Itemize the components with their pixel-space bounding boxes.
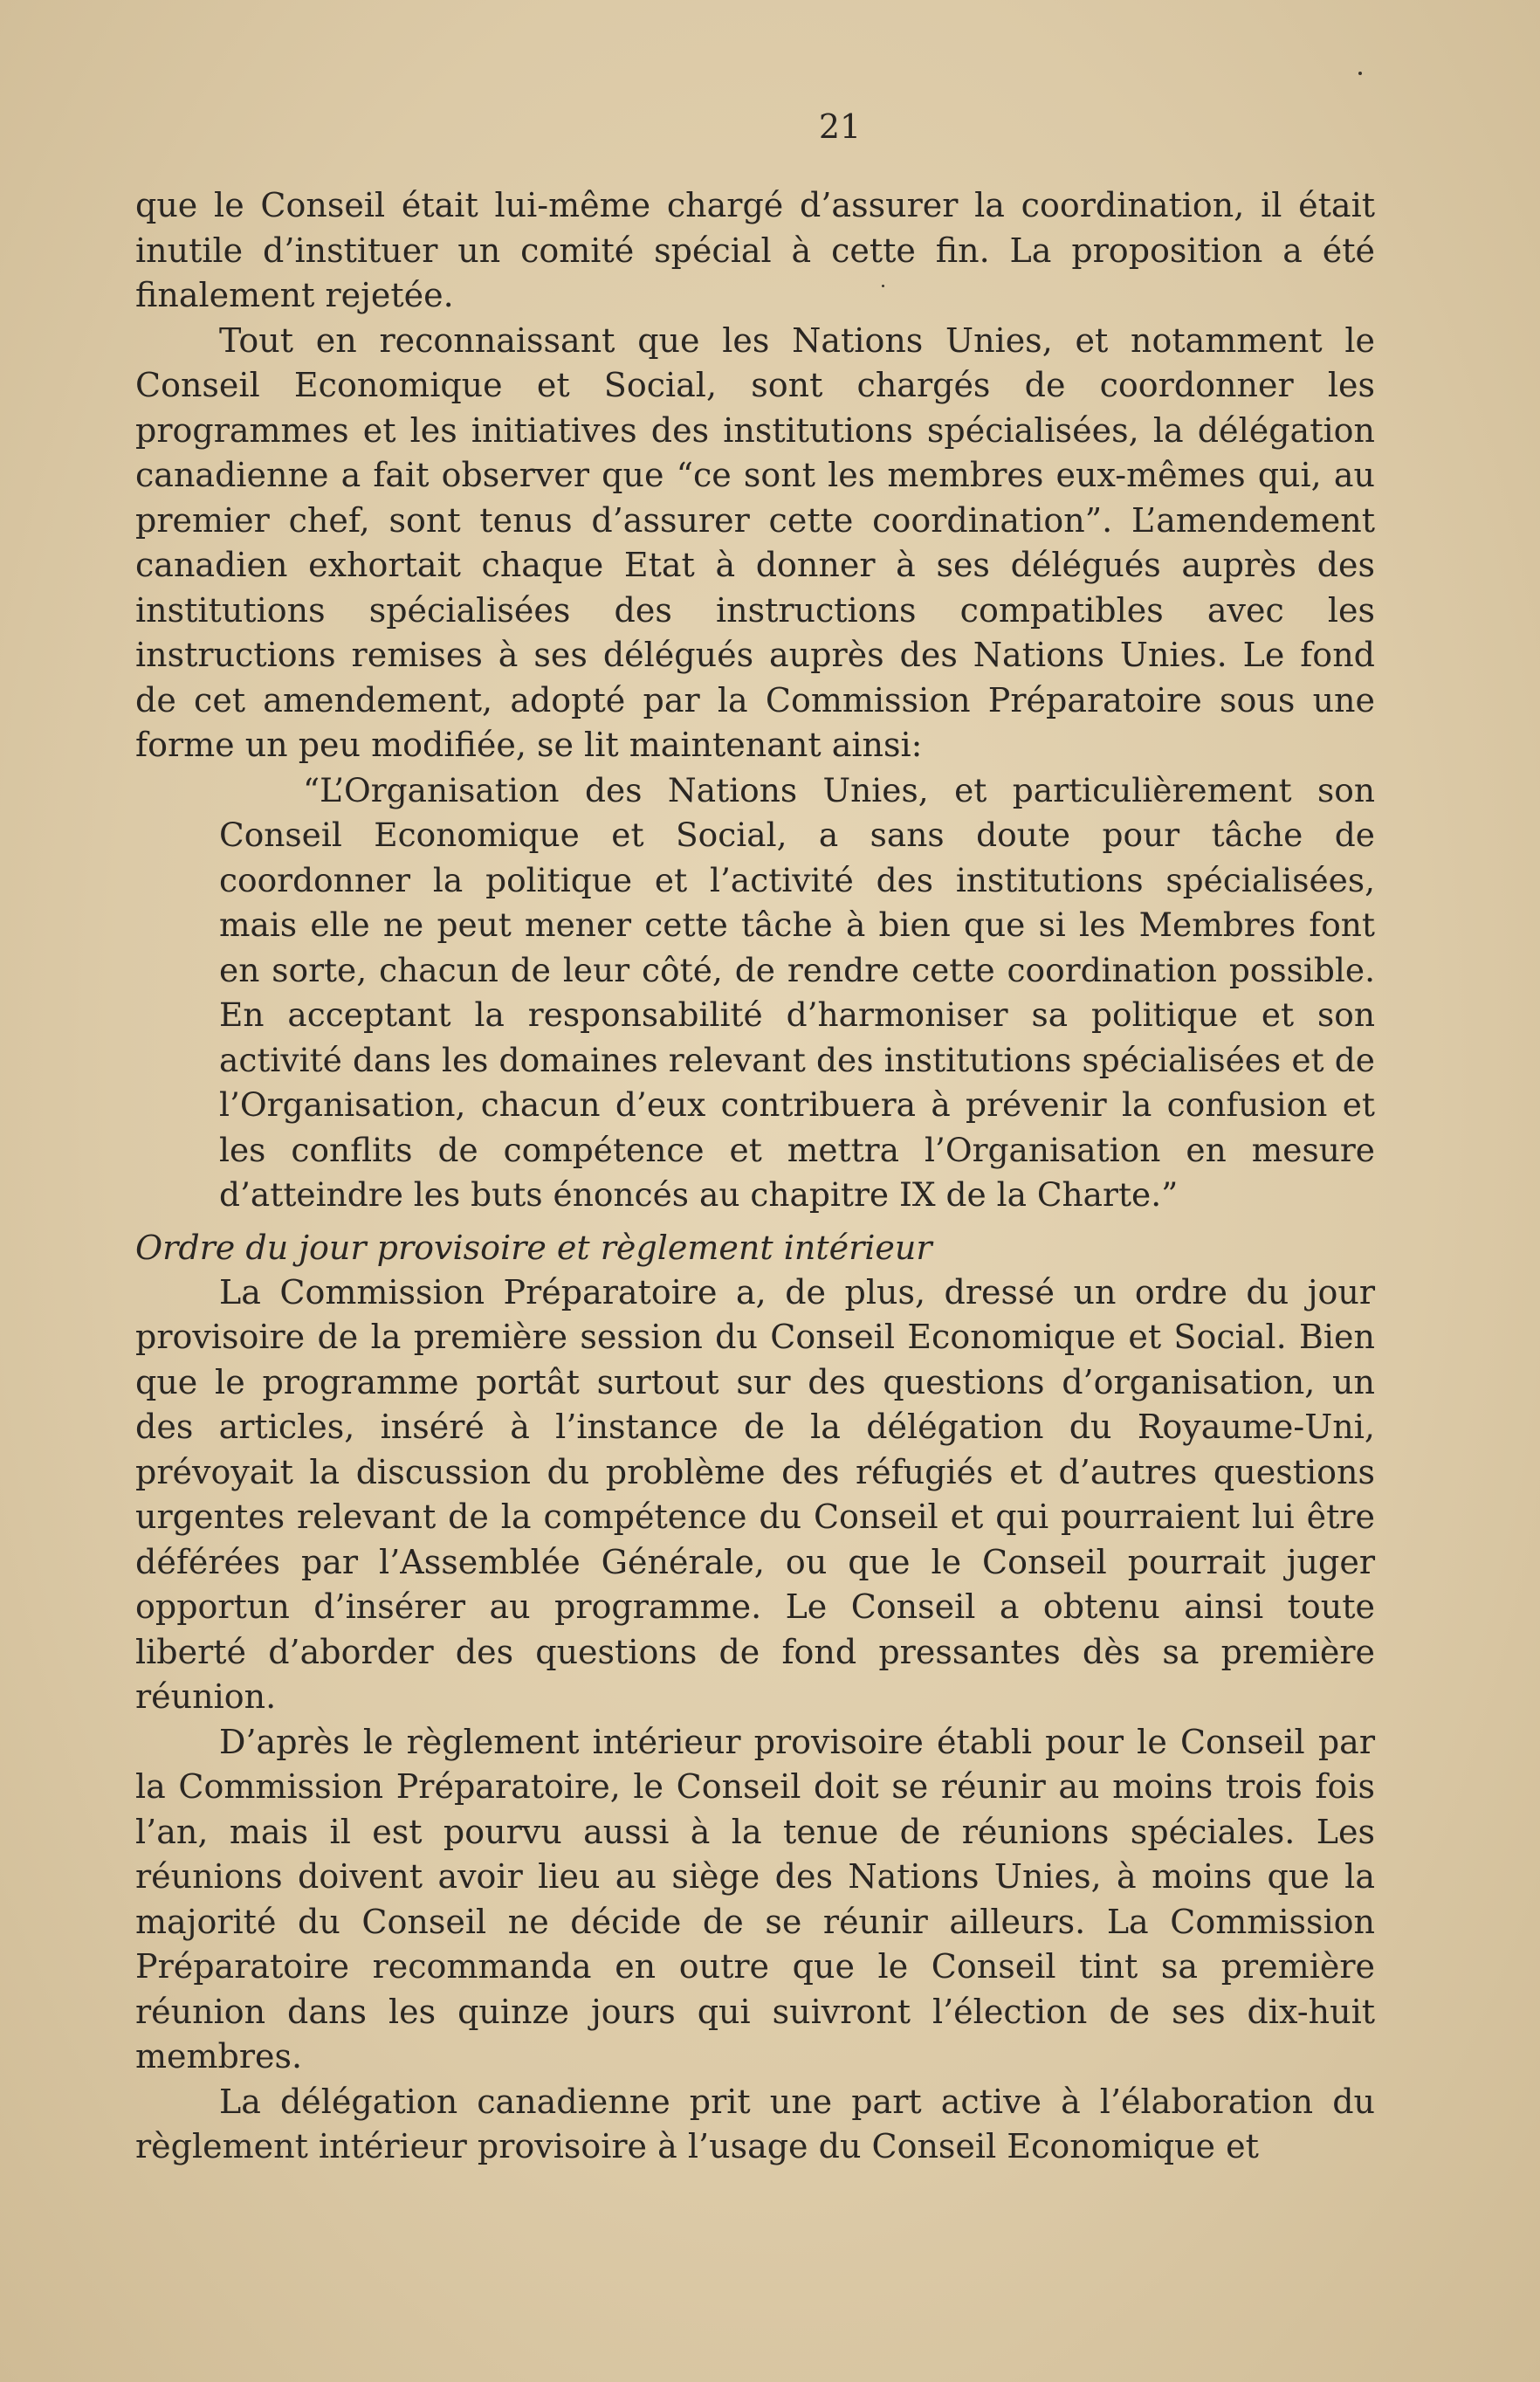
paragraph-delegation: La délégation canadienne prit une part active à l’élaboration du règlement intérieur provisoire à l’usage du Conseil Economique et bbox=[135, 2082, 1375, 2165]
block-quote: “L’Organisation des Nations Unies, et particulièrement son Conseil Economique et Social, a sans doute pour tâche de coordonner la politique et l’activité des institutions spécialisées, mais elle ne peut mener cette tâche à bien que si les Membres font en sorte, chacun de leur côté, de rendre cette coordination possible. En acceptant la responsabilité d’harmoniser sa politique et son activité dans les domaines relevant des institutions spécialisées et de l’Organisation, chacun d’eux contribuera à prévenir la confusion et les conflits de compétence et mettra l’Organisation en mesure d’atteindre les buts énoncés au chapitre IX de la Charte.” bbox=[219, 770, 1375, 1214]
paragraph-rules: D’après le règlement intérieur provisoire établi pour le Conseil par la Commission Préparatoire, le Conseil doit se réunir au moins trois fois l’an, mais il est pourvu aussi à la tenue de réunions spéciales. Les réunions doivent avoir lieu au siège des Nations Unies, à moins que la majorité du Conseil ne décide de se réunir ailleurs. La Commission Préparatoire recommanda en outre que le Conseil tint sa première réunion dans les quinze jours qui suivront l’élection de ses dix-huit membres. bbox=[135, 1722, 1375, 2076]
paragraph-agenda: La Commission Préparatoire a, de plus, dressé un ordre du jour provisoire de la première session du Conseil Economique et Social. Bien que le programme portât surtout sur des questions d’organisation, un des articles, inséré à l’instance de la délégation du Royaume-Uni, prévoyait la discussion du problème des réfugiés et d’autres questions urgentes relevant de la compétence du Conseil et qui pourraient lui être déférées par l’Assemblée Générale, ou que le Conseil pourrait juger opportun d’insérer au programme. Le Conseil a obtenu ainsi toute liberté d’aborder des questions de fond pressantes dès sa première réunion. bbox=[135, 1272, 1375, 1716]
paragraph-continuation: que le Conseil était lui-même chargé d’assurer la coordination, il était inutile d’instituer un comité spécial à cette fin. La proposition a été finalement rejetée. bbox=[135, 186, 1375, 314]
paragraph-canadian-amendment: Tout en reconnaissant que les Nations Unies, et notamment le Conseil Economique et Social, sont chargés de coordonner les programmes et les initiatives des institutions spécialisées, la délégation canadienne a fait observer que “ce sont les membres eux-mêmes qui, au premier chef, sont tenus d’assurer cette coordination”. L’amendement canadien exhortait chaque Etat à donner à ses délégués auprès des institutions spécialisées des instructions compatibles avec les instructions remises à ses délégués auprès des Nations Unies. Le fond de cet amendement, adopté par la Commission Préparatoire sous une forme un peu modifiée, se lit maintenant ainsi: bbox=[135, 320, 1375, 764]
section-heading: Ordre du jour provisoire et règlement intérieur bbox=[135, 1228, 932, 1267]
speck bbox=[1358, 72, 1362, 75]
page-number: 21 bbox=[818, 107, 862, 146]
body-text bbox=[135, 183, 1375, 2170]
